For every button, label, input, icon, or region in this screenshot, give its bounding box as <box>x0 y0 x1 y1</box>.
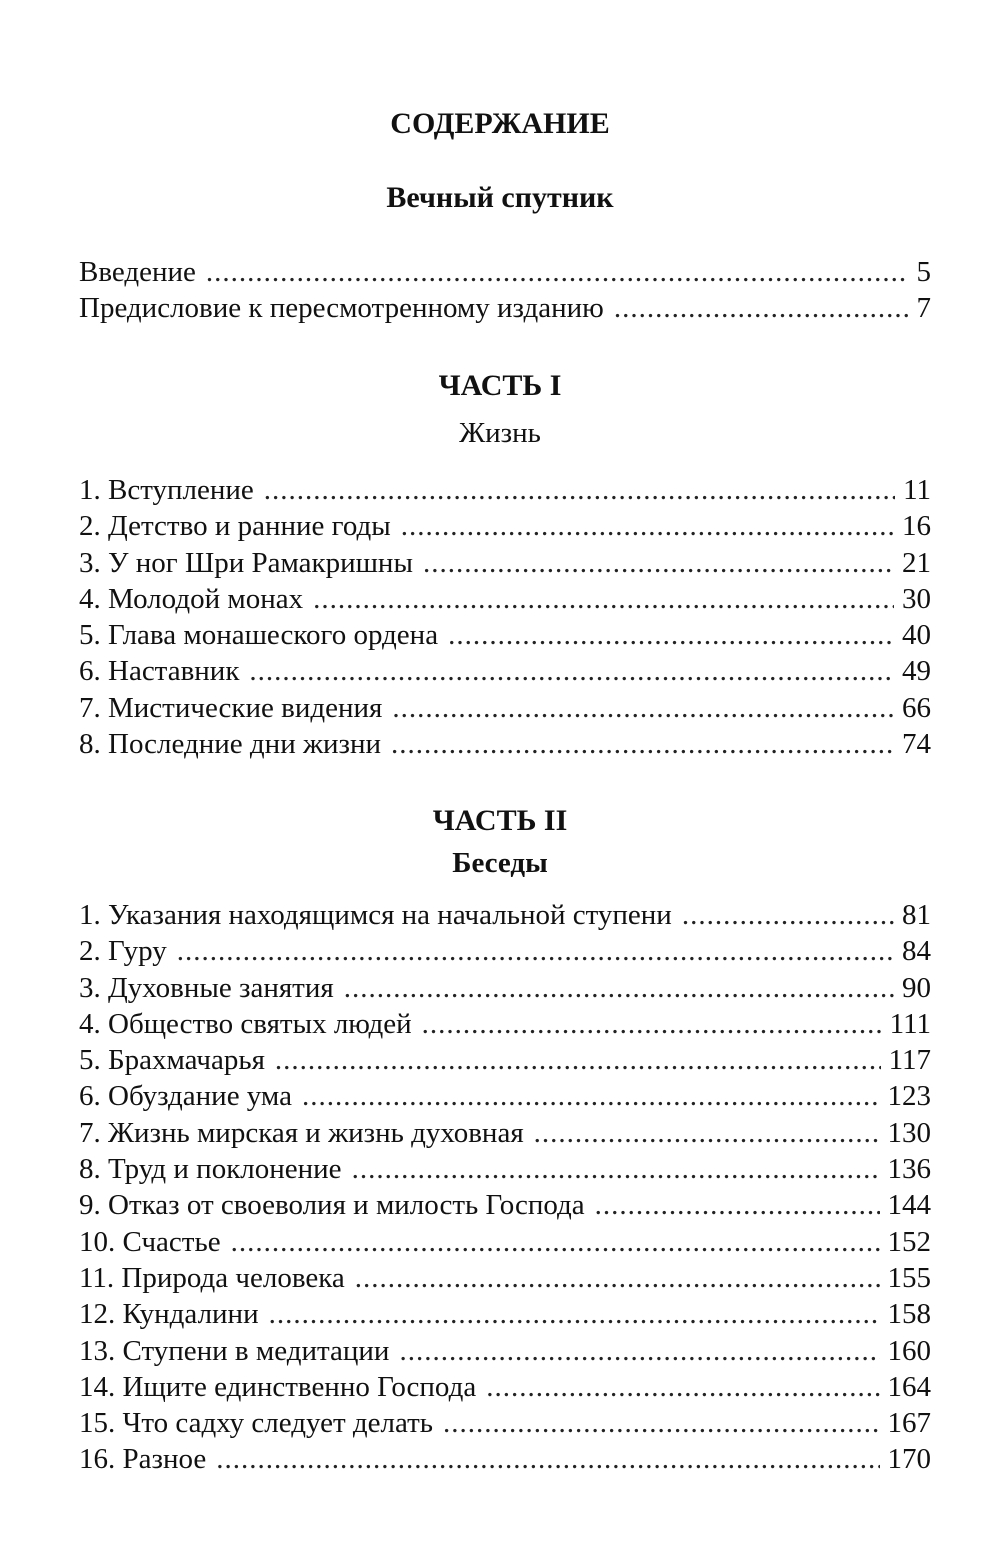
entry-label: 9. Отказ от своеволия и милость Господа <box>79 1189 585 1222</box>
leader-dots <box>344 970 894 1006</box>
entry-label: 13. Ступени в медитации <box>79 1334 390 1367</box>
leader-dots <box>443 1405 879 1441</box>
entry-page: 16 <box>902 510 931 543</box>
entry-page: 74 <box>902 728 931 761</box>
part2-subtitle: Беседы <box>452 847 548 879</box>
leader-dots <box>249 653 894 689</box>
entry-label: 8. Труд и поклонение <box>79 1153 342 1186</box>
leader-dots <box>486 1369 879 1405</box>
entry-page: 170 <box>887 1443 931 1476</box>
leader-dots <box>269 1296 880 1332</box>
entry-label: 6. Наставник <box>79 655 240 688</box>
entry-label: 4. Общество святых людей <box>79 1007 412 1040</box>
leader-dots <box>401 508 894 544</box>
entry-page: 160 <box>887 1334 931 1367</box>
leader-dots <box>391 726 894 762</box>
entry-label: 5. Брахмачарья <box>79 1044 265 1077</box>
entry-label: 7. Мистические видения <box>79 691 383 724</box>
toc-entry[interactable] <box>79 617 931 653</box>
toc-entry[interactable] <box>79 653 931 689</box>
entry-label: 1. Вступление <box>79 474 254 506</box>
leader-dots <box>231 1224 880 1260</box>
toc-entry[interactable] <box>79 970 931 1006</box>
entry-label: 15. Что садху следует делать <box>79 1407 434 1440</box>
entry-page: 155 <box>887 1261 931 1294</box>
entry-page: 81 <box>902 899 931 931</box>
entry-label: 6. Обуздание ума <box>79 1080 292 1113</box>
entry-label: 2. Детство и ранние годы <box>79 510 391 543</box>
entry-page: 21 <box>902 546 931 579</box>
entry-label: 2. Гуру <box>79 935 167 968</box>
entry-page: 136 <box>887 1153 931 1186</box>
leader-dots <box>206 254 909 290</box>
entry-page: 30 <box>902 582 931 615</box>
leader-dots <box>534 1115 880 1151</box>
part1-list <box>79 472 931 762</box>
toc-entry[interactable] <box>79 1078 931 1114</box>
entry-page: 123 <box>887 1080 931 1113</box>
toc-entry[interactable] <box>79 1224 931 1260</box>
book-title: Вечный спутник <box>386 181 614 214</box>
entry-label: 12. Кундалини <box>79 1298 259 1331</box>
leader-dots <box>177 933 894 969</box>
leader-dots <box>216 1441 879 1477</box>
entry-page: 66 <box>902 691 931 724</box>
toc-entry[interactable] <box>79 1441 931 1477</box>
toc-entry[interactable] <box>79 1187 931 1223</box>
leader-dots <box>392 690 894 726</box>
toc-entry[interactable] <box>79 1260 931 1296</box>
toc-entry[interactable] <box>79 508 931 544</box>
leader-dots <box>352 1151 880 1187</box>
part1-subtitle: Жизнь <box>459 417 541 449</box>
entry-label: 1. Указания находящимся на начальной ступени <box>79 899 672 931</box>
entry-page: 167 <box>887 1407 931 1440</box>
entry-page: 84 <box>902 935 931 968</box>
entry-label: 10. Счастье <box>79 1225 221 1258</box>
part2-heading: ЧАСТЬ II <box>432 804 568 837</box>
toc-entry[interactable] <box>79 472 931 508</box>
entry-page: 11 <box>903 474 931 506</box>
entry-page: 90 <box>902 971 931 1004</box>
entry-page: 130 <box>887 1116 931 1149</box>
toc-entry[interactable] <box>79 1006 931 1042</box>
toc-entry[interactable] <box>79 1042 931 1078</box>
toc-entry[interactable] <box>79 1405 931 1441</box>
entry-label: 3. Духовные занятия <box>79 971 334 1004</box>
part1-heading: ЧАСТЬ I <box>438 369 562 402</box>
toc-entry[interactable] <box>79 1369 931 1405</box>
front-matter-list <box>79 254 931 327</box>
toc-entry[interactable] <box>79 690 931 726</box>
toc-entry[interactable] <box>79 1333 931 1369</box>
contents-title: СОДЕРЖАНИЕ <box>390 107 610 140</box>
entry-label: 8. Последние дни жизни <box>79 728 382 761</box>
entry-page: 111 <box>889 1007 931 1040</box>
leader-dots <box>313 581 894 617</box>
toc-entry[interactable] <box>79 1296 931 1332</box>
entry-label: 5. Глава монашеского ордена <box>79 619 439 652</box>
toc-entry[interactable] <box>79 933 931 969</box>
leader-dots <box>423 545 894 581</box>
leader-dots <box>355 1260 880 1296</box>
toc-entry[interactable] <box>79 726 931 762</box>
leader-dots <box>448 617 894 653</box>
leader-dots <box>302 1078 880 1114</box>
part2-list <box>79 897 931 1478</box>
entry-label: Предисловие к пересмотренному изданию <box>79 292 604 325</box>
entry-label: 16. Разное <box>79 1443 207 1476</box>
entry-label: Введение <box>79 256 196 288</box>
entry-label: 4. Молодой монах <box>79 582 304 615</box>
toc-entry[interactable] <box>79 1151 931 1187</box>
entry-page: 152 <box>887 1225 931 1258</box>
entry-label: 11. Природа человека <box>79 1261 345 1294</box>
leader-dots <box>275 1042 881 1078</box>
entry-page: 49 <box>902 655 931 688</box>
toc-entry[interactable] <box>79 581 931 617</box>
leader-dots <box>422 1006 882 1042</box>
entry-label: 3. У ног Шри Рамакришны <box>79 546 413 579</box>
toc-entry[interactable] <box>79 897 931 933</box>
toc-entry[interactable] <box>79 290 931 326</box>
leader-dots <box>614 290 909 326</box>
entry-label: 14. Ищите единственно Господа <box>79 1370 477 1403</box>
toc-entry[interactable] <box>79 1115 931 1151</box>
entry-page: 144 <box>887 1189 931 1222</box>
entry-page: 7 <box>916 292 931 325</box>
entry-label: 7. Жизнь мирская и жизнь духовная <box>79 1116 524 1149</box>
leader-dots <box>399 1333 879 1369</box>
toc-entry[interactable] <box>79 545 931 581</box>
leader-dots <box>682 897 894 933</box>
entry-page: 5 <box>916 256 931 288</box>
entry-page: 158 <box>887 1298 931 1331</box>
entry-page: 40 <box>902 619 931 652</box>
toc-entry[interactable] <box>79 254 931 290</box>
leader-dots <box>595 1187 880 1223</box>
entry-page: 164 <box>887 1370 931 1403</box>
entry-page: 117 <box>888 1044 931 1077</box>
leader-dots <box>264 472 895 508</box>
